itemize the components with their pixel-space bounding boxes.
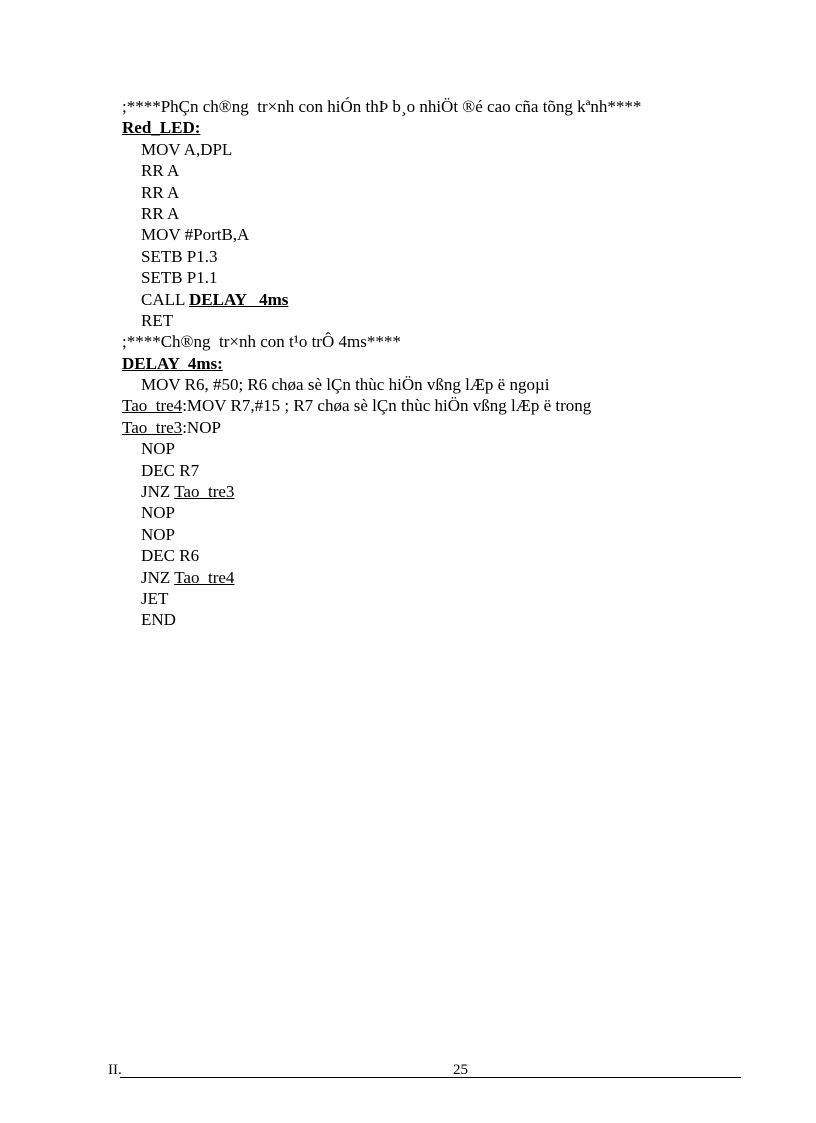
call-target-delay: DELAY 4ms <box>189 289 289 309</box>
instruction-line: RR A <box>141 203 180 223</box>
instruction-line: DEC R6 <box>141 546 200 566</box>
instruction-line: SETB P1.3 <box>141 246 218 266</box>
label-red-led: Red_LED: <box>122 118 201 138</box>
instruction-line-jnz <box>122 567 762 588</box>
comment-line-display-subroutine: ;****PhÇn ch®ng tr×nh con hiÓn thÞ b¸o nhiÖt ®é cao cña tõng kªnh**** <box>122 97 642 116</box>
instruction-line: SETB P1.1 <box>141 268 218 288</box>
call-keyword: CALL <box>141 289 190 309</box>
instruction-line: NOP <box>141 439 176 459</box>
code-listing <box>122 96 762 631</box>
instruction-line: RET <box>141 310 174 330</box>
labeled-instruction-line <box>122 417 762 438</box>
instruction-line: JET <box>141 588 169 608</box>
instruction-line: MOV A,DPL <box>141 139 233 159</box>
instruction-text: :MOV R7,#15 ; R7 chøa sè lÇn thùc hiÖn vßng lÆp ë trong <box>182 396 592 416</box>
instruction-line: RR A <box>141 182 180 202</box>
jnz-keyword: JNZ <box>141 567 175 587</box>
instruction-line-jnz <box>122 481 762 502</box>
instruction-line: NOP <box>141 503 176 523</box>
instruction-line: RR A <box>141 161 180 181</box>
page-footer <box>108 1062 741 1080</box>
instruction-line: MOV R6, #50; R6 chøa sè lÇn thùc hiÖn vßng lÆp ë ngoµi <box>141 375 550 395</box>
jnz-keyword: JNZ <box>141 482 175 502</box>
footer-rule <box>120 1077 741 1078</box>
jump-target-tao-tre3: Tao_tre3 <box>174 482 235 502</box>
instruction-text: :NOP <box>182 417 221 437</box>
instruction-line-call <box>122 289 762 310</box>
label-tao-tre3: Tao_tre3 <box>122 417 183 437</box>
footer-left-text: II. <box>108 1062 122 1078</box>
label-delay-4ms: DELAY 4ms: <box>122 353 223 373</box>
comment-line-delay-subroutine: ;****Ch®ng tr×nh con t¹o trÔ 4ms**** <box>122 332 401 352</box>
instruction-line: MOV #PortB,A <box>141 225 250 245</box>
jump-target-tao-tre4: Tao_tre4 <box>174 567 235 587</box>
instruction-line: END <box>141 610 176 630</box>
page-number: 25 <box>453 1062 468 1078</box>
instruction-line: DEC R7 <box>141 460 200 480</box>
instruction-line: NOP <box>141 524 176 544</box>
label-tao-tre4: Tao_tre4 <box>122 396 183 416</box>
labeled-instruction-line <box>122 395 762 416</box>
